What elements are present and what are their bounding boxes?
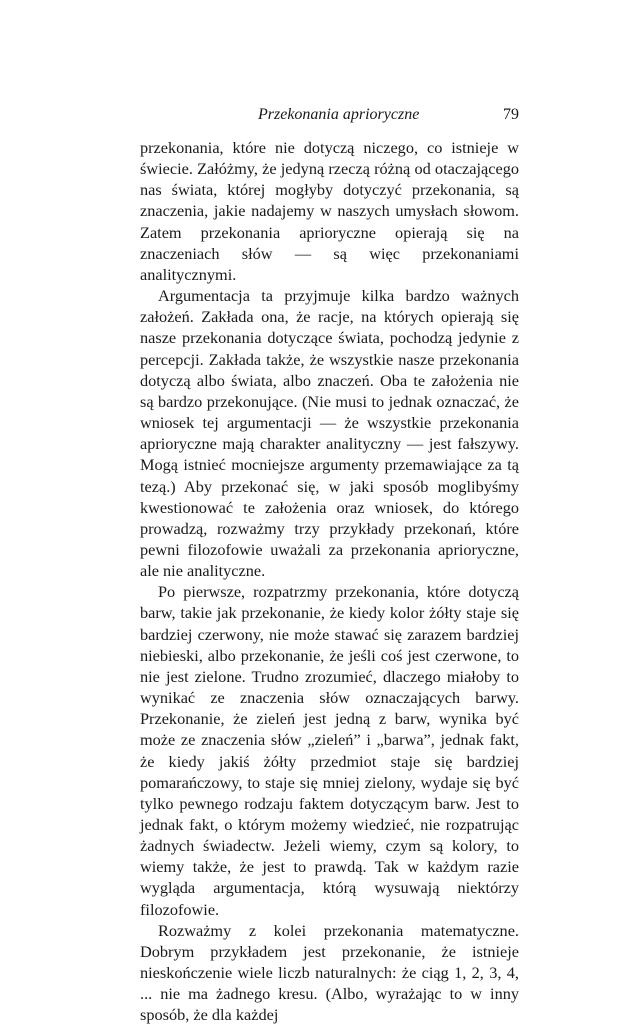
running-title: Przekonania aprioryczne [258,106,420,123]
paragraph-argument-assumptions: Argumentacja ta przyjmuje kilka bardzo ważnych założeń. Zakłada ona, że racje, na których opierają się nasze przekonania dotyczące świata, pochodzą jedynie z percepcji. Zakłada także, że wszystkie nasze przekonania dotyczą albo świata, albo znaczeń. Oba te założenia nie są bardzo przekonujące. (Nie musi to jednak oznaczać, że wniosek tej argumentacji — że wszystkie przekonania aprioryczne mają charakter analityczny — jest fałszywy. Mogą istnieć mocniejsze argumenty przemawiające za tą tezą.) Aby przekonać się, w jaki sposób moglibyśmy kwestionować te założenia oraz wniosek, do którego prowadzą, rozważmy trzy przykłady przekonań, które pewni filozofowie uważali za przekonania aprioryczne, ale nie analityczne. [140,286,519,581]
body-text [140,137,519,1026]
paragraph-continuation: przekonania, które nie dotyczą niczego, co istnieje w świecie. Załóżmy, że jedyną rzeczą różną od otaczającego nas świata, której mogłyby dotyczyć przekonania, są znaczenia, jakie nadajemy w naszych umysłach słowom. Zatem przekonania aprioryczne opierają się na znaczeniach słów — są więc przekonaniami analitycznymi. [140,138,519,284]
paragraph-mathematical-beliefs: Rozważmy z kolei przekonania matematyczne. Dobrym przykładem jest przekonanie, że istnieje nieskończenie wiele liczb naturalnych: że ciąg 1, 2, 3, 4, ... nie ma żadnego kresu. (Albo, wyrażając to w inny sposób, że dla każdej [140,920,519,1025]
running-header [140,106,519,128]
page-number: 79 [503,106,519,123]
paragraph-color-beliefs: Po pierwsze, rozpatrzmy przekonania, które dotyczą barw, takie jak przekonanie, że kiedy kolor żółty staje się bardziej czerwony, nie może stawać się zarazem bardziej niebieski, albo przekonanie, że jeśli coś jest czerwone, to nie jest zielone. Trudno zrozumieć, dlaczego miałoby to wynikać ze znaczenia słów oznaczających barwy. Przekonanie, że zieleń jest jedną z barw, wynika być może ze znaczenia słów „zieleń” i „barwa”, jednak fakt, że kiedy jakiś żółty przedmiot staje się bardziej pomarańczowy, to staje się mniej zielony, wydaje się być tylko pewnego rodzaju faktem dotyczącym barw. Jest to jednak fakt, o którym możemy wiedzieć, nie rozpatrując żadnych świadectw. Jeżeli wiemy, czym są kolory, to wiemy także, że jest to prawdą. Tak w każdym razie wygląda argumentacja, którą wysuwają niektórzy filozofowie. [140,582,519,919]
